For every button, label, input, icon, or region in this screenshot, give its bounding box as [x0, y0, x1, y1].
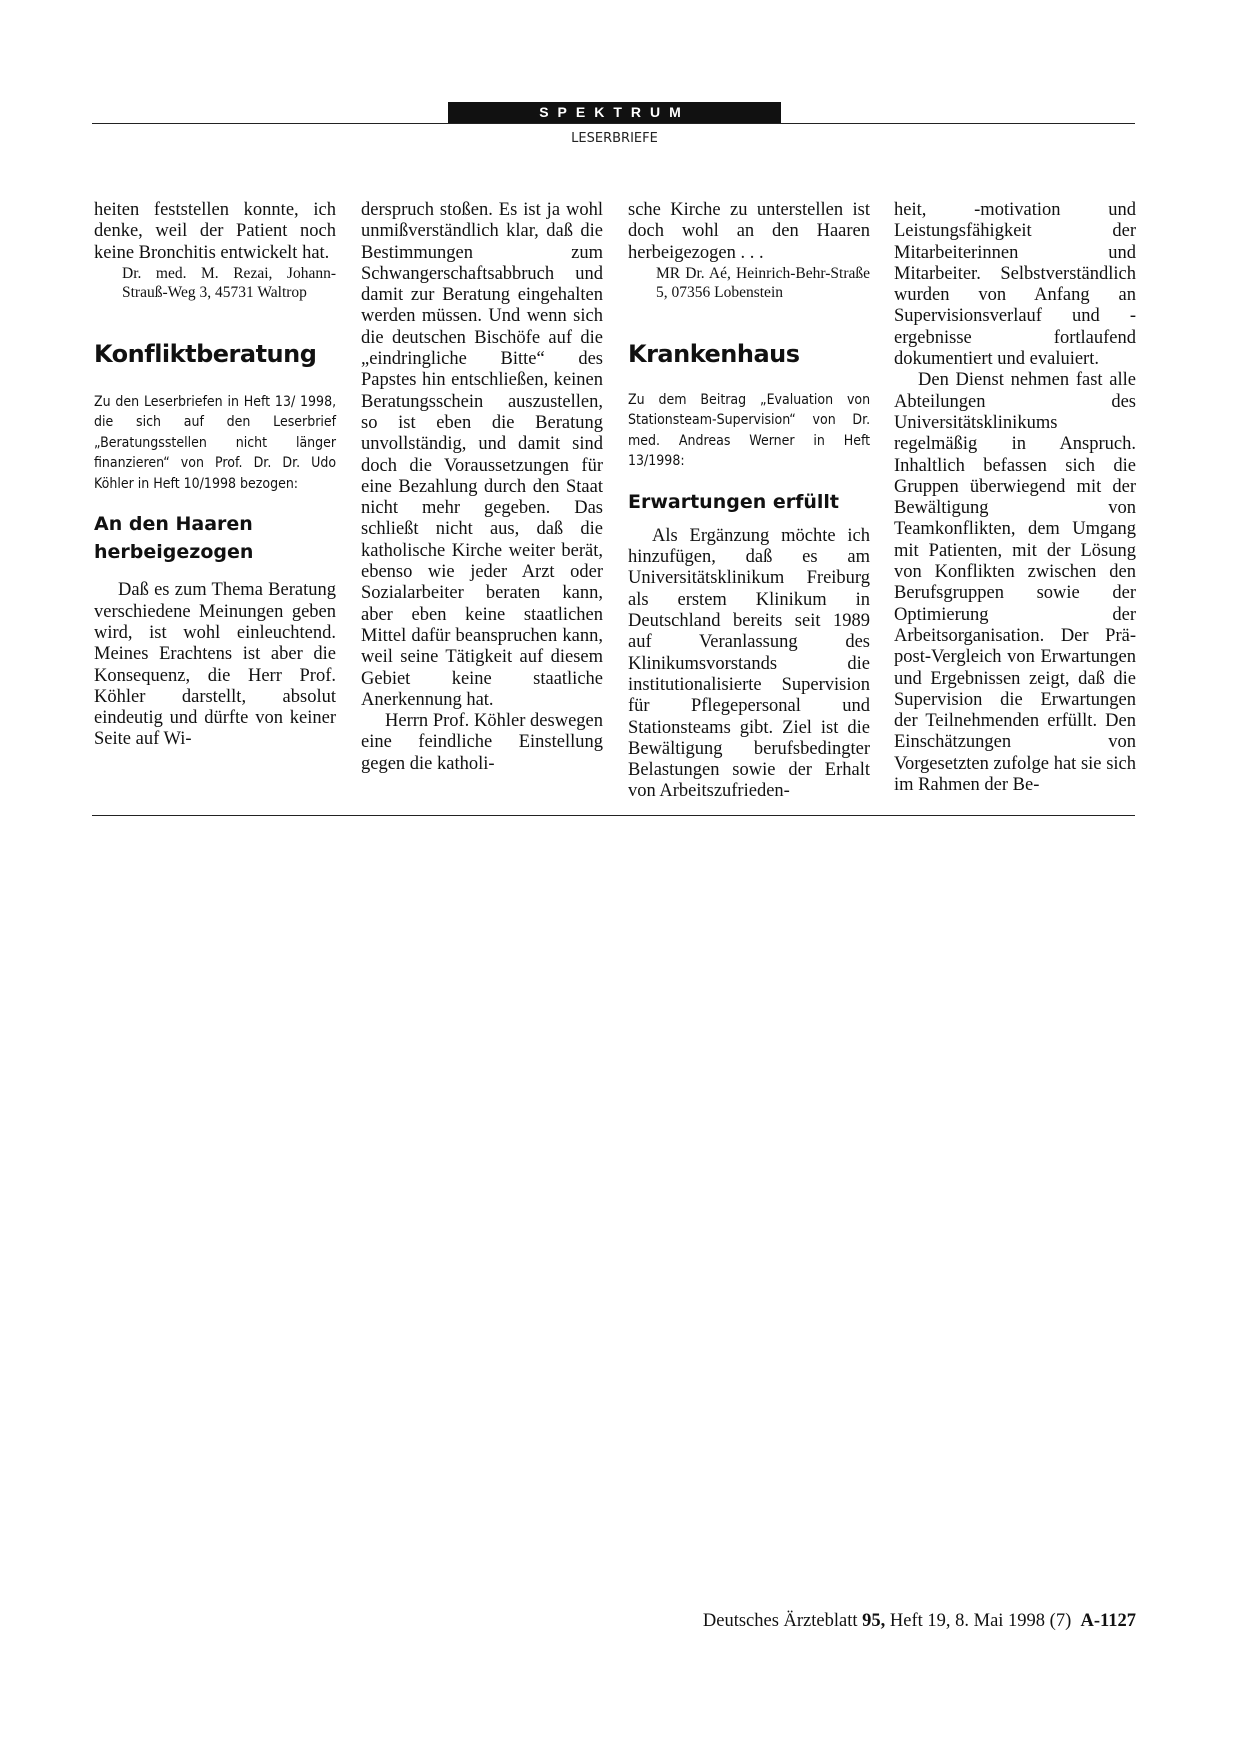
letter-headline: An den Haaren herbeigezogen: [94, 513, 254, 564]
section-title: SPEKTRUM: [448, 102, 781, 123]
header-rule: [92, 123, 1135, 124]
paragraph: sche Kirche zu unterstellen ist doch wohl an den Haaren herbeigezogen . . .: [628, 200, 870, 263]
paragraph: Den Dienst nehmen fast alle Abteilungen des Universitätsklinikums regelmäßig in Anspruch. Inhaltlich befassen sich die Gruppen überwiegend mit der Bewältigung von Teamkonflikten, dem Umgang mit Patienten, mit der Lösung von Konflikten zwischen den Berufsgruppen sowie der Optimierung der Arbeitsorganisation. Der Prä-post-Vergleich von Erwartungen und Ergebnissen zeigt, daß die Supervision die Erwartungen der Teilnehmenden erfüllt. Den Einschätzungen von Vorgesetzten zufolge hat sie sich im Rahmen der Be-: [894, 370, 1136, 796]
section-heading: Krankenhaus: [628, 339, 800, 368]
paragraph: Als Ergänzung möchte ich hinzufügen, daß es am Universitätsklinikum Freiburg als erstem Klinikum in Deutschland bereits seit 1989 auf Veranlassung des Klinikumsvorstands die institutionalisierte Supervision für Pflegepersonal und Stationsteams gibt. Ziel ist die Bewältigung berufsbedingter Belastungen sowie der Erhalt von Arbeitszufrieden-: [628, 525, 870, 802]
letter-author-address: Dr. med. M. Rezai, Johann-Strauß-Weg 3, 45731 Waltrop: [122, 264, 336, 301]
section-subtitle: LESERBRIEFE: [571, 131, 658, 146]
paragraph: heit, -motivation und Leistungsfähigkeit der Mitarbeiterinnen und Mitarbeiter. Selbstverständlich wurden von Anfang an Supervisionsverlauf und -ergebnisse fortlaufend dokumentiert und evaluiert.: [894, 200, 1136, 370]
paragraph: Daß es zum Thema Beratung verschiedene Meinungen geben wird, ist wohl einleuchtend. Meines Erachtens ist aber die Konsequenz, die Herr Prof. Köhler darstellt, absolut eindeutig und dürfte von keiner Seite auf Wi-: [94, 580, 336, 750]
paragraph: Herrn Prof. Köhler deswegen eine feindliche Einstellung gegen die katholi-: [361, 711, 603, 774]
journal-issue: Heft 19, 8. Mai 1998 (7): [889, 1611, 1072, 1631]
article-reference-intro: Zu dem Beitrag „Evaluation von Stationsteam-Supervision“ von Dr. med. Andreas Werner in Heft 13/1998:: [628, 391, 871, 470]
letter-author-address: MR Dr. Aé, Heinrich-Behr-Straße 5, 07356 Lobenstein: [656, 264, 870, 301]
paragraph: derspruch stoßen. Es ist ja wohl unmißverständlich klar, daß die Bestimmungen zum Schwangerschaftsabbruch und damit zur Beratung eingehalten werden müssen. Und wenn sich die deutschen Bischöfe auf die „eindringliche Bitte“ des Papstes hin entschließen, keinen Beratungsschein auszustellen, so ist eben die Beratung unvollständig, und damit sind doch die Voraussetzungen für eine Bezahlung durch den Staat nicht mehr gegeben. Das schließt nicht aus, daß die katholische Kirche weiter berät, ebenso wie jeder Arzt oder Sozialarbeiter beraten kann, aber eben keine staatlichen Mittel dafür beanspruchen kann, weil seine Tätigkeit auf diesem Gebiet keine staatliche Anerkennung hat.: [361, 200, 603, 710]
column-2: [361, 200, 603, 775]
journal-volume: 95,: [862, 1611, 886, 1631]
page-number: A-1127: [1080, 1611, 1136, 1631]
section-heading: Konfliktberatung: [94, 339, 317, 368]
footer-rule: [92, 815, 1135, 816]
page-footer: [703, 1611, 1136, 1632]
letter-headline: Erwartungen erfüllt: [628, 490, 840, 513]
column-1: [94, 200, 336, 751]
letter-reference-intro: Zu den Leserbriefen in Heft 13/ 1998, die sich auf den Leserbrief „Beratungsstellen nicht länger finanzieren“ von Prof. Dr. Dr. Udo Köhler in Heft 10/1998 bezogen:: [94, 393, 337, 492]
paragraph: heiten feststellen konnte, ich denke, weil der Patient noch keine Bronchitis entwickelt hat.: [94, 200, 336, 263]
column-4: [894, 200, 1136, 796]
column-3: [628, 200, 870, 803]
journal-name: Deutsches Ärzteblatt: [702, 1611, 858, 1631]
